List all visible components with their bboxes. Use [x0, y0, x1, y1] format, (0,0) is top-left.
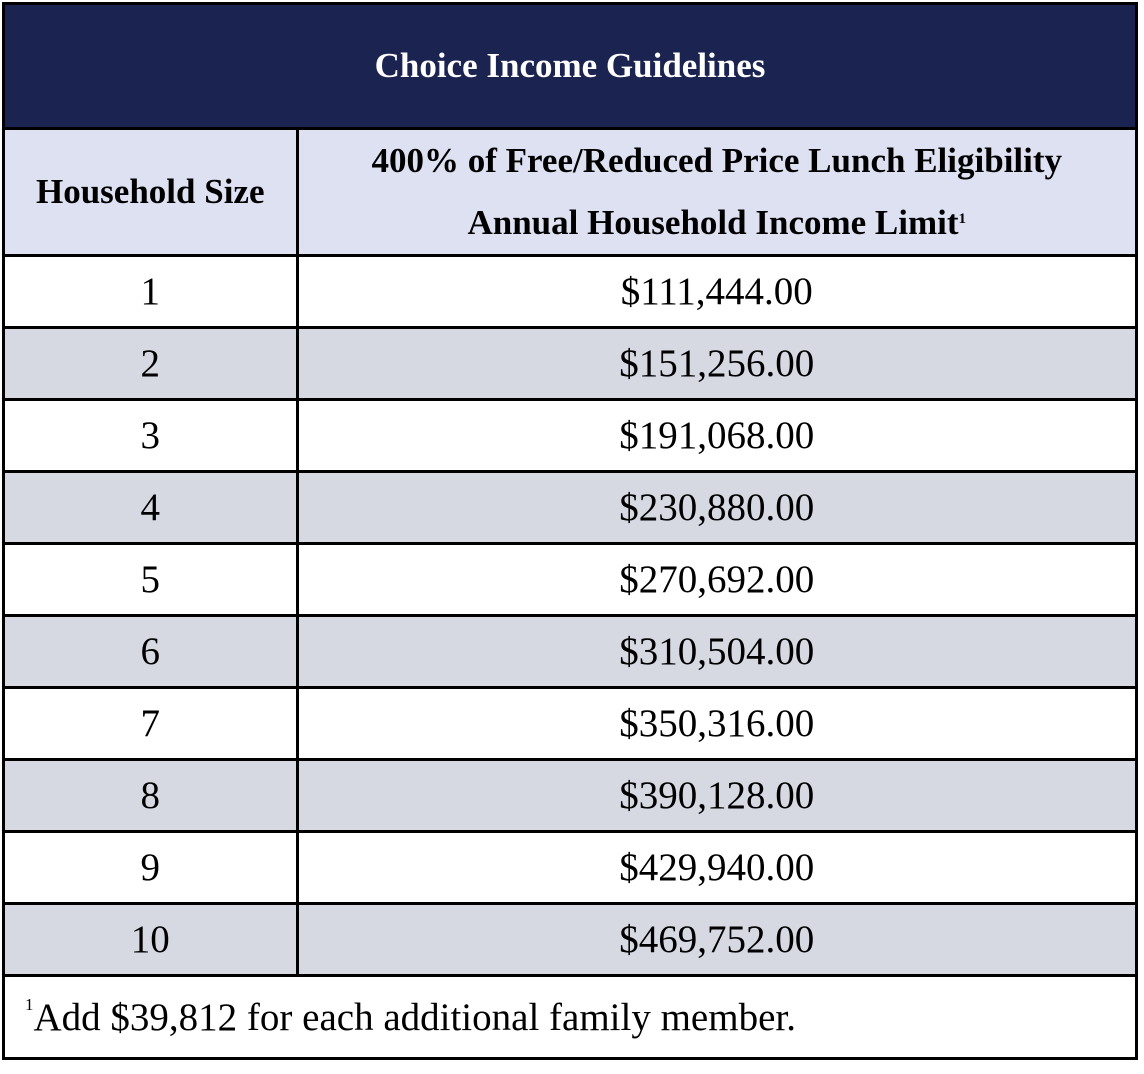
income-limit-cell: $350,316.00	[297, 688, 1135, 760]
income-guidelines-table-container	[2, 2, 1138, 1060]
header-income-limit-line2: Annual Household Income Limit	[467, 203, 959, 242]
income-limit-cell: $111,444.00	[297, 256, 1135, 328]
table-row	[5, 400, 1135, 472]
table-row	[5, 472, 1135, 544]
title-row	[5, 5, 1135, 129]
header-footnote-mark: 1	[958, 211, 967, 227]
footnote-row	[5, 976, 1135, 1058]
table-row	[5, 256, 1135, 328]
household-size-cell: 9	[5, 832, 297, 904]
household-size-cell: 10	[5, 904, 297, 976]
table-row	[5, 904, 1135, 976]
table-row	[5, 760, 1135, 832]
table-row	[5, 544, 1135, 616]
table-title: Choice Income Guidelines	[5, 5, 1135, 129]
income-limit-cell: $151,256.00	[297, 328, 1135, 400]
header-household-size: Household Size	[5, 129, 297, 256]
household-size-cell: 2	[5, 328, 297, 400]
footnote	[5, 976, 1135, 1058]
table-row	[5, 328, 1135, 400]
income-limit-cell: $390,128.00	[297, 760, 1135, 832]
header-row	[5, 129, 1135, 256]
income-limit-cell: $191,068.00	[297, 400, 1135, 472]
table-row	[5, 616, 1135, 688]
household-size-cell: 5	[5, 544, 297, 616]
table-row	[5, 832, 1135, 904]
header-income-limit	[297, 129, 1135, 256]
household-size-cell: 8	[5, 760, 297, 832]
income-limit-cell: $429,940.00	[297, 832, 1135, 904]
table-row	[5, 688, 1135, 760]
table-body	[5, 256, 1135, 976]
header-income-limit-line1: 400% of Free/Reduced Price Lunch Eligibility	[371, 141, 1063, 180]
income-limit-cell: $230,880.00	[297, 472, 1135, 544]
household-size-cell: 4	[5, 472, 297, 544]
footnote-text: Add $39,812 for each additional family member.	[33, 995, 796, 1039]
header-income-limit-line2-wrap	[299, 192, 1136, 254]
income-limit-cell: $469,752.00	[297, 904, 1135, 976]
footnote-mark: 1	[25, 994, 34, 1014]
income-guidelines-table	[5, 5, 1135, 1057]
household-size-cell: 3	[5, 400, 297, 472]
income-limit-cell: $270,692.00	[297, 544, 1135, 616]
income-limit-cell: $310,504.00	[297, 616, 1135, 688]
household-size-cell: 6	[5, 616, 297, 688]
household-size-cell: 1	[5, 256, 297, 328]
household-size-cell: 7	[5, 688, 297, 760]
